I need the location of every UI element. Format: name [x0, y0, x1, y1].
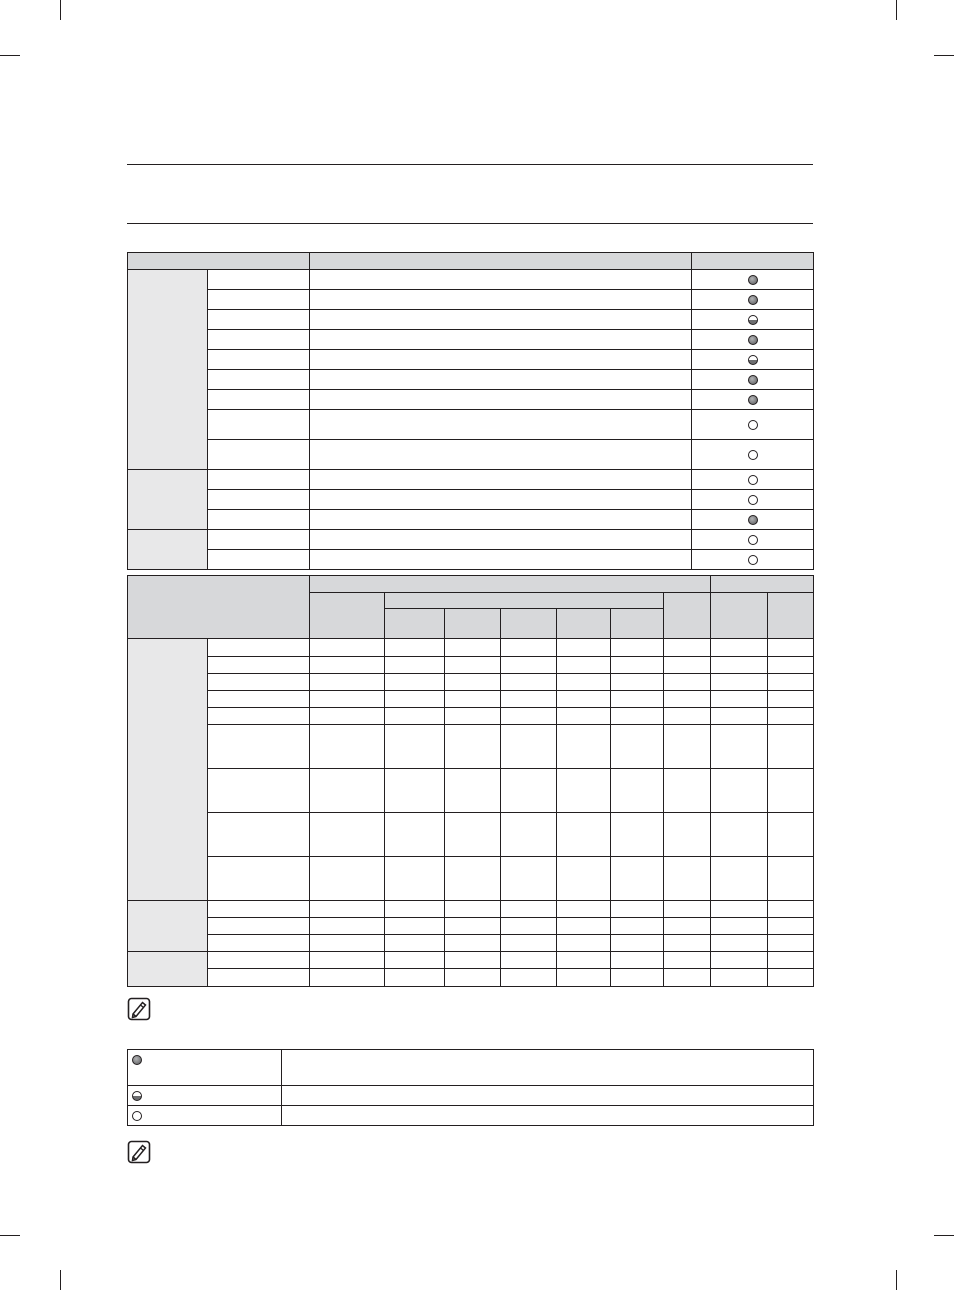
column-header — [664, 593, 711, 639]
table-cell — [385, 813, 445, 857]
table-cell — [711, 901, 768, 918]
table-cell — [664, 639, 711, 657]
item-label — [208, 813, 310, 857]
rating-empty-icon — [748, 475, 758, 485]
table-row — [128, 370, 814, 390]
legend-text — [282, 1106, 814, 1126]
spec-table — [127, 575, 814, 987]
crop-mark — [0, 55, 20, 56]
table-row — [128, 330, 814, 350]
table-header-row — [128, 253, 814, 270]
table-cell — [310, 674, 385, 691]
table-cell — [501, 918, 557, 935]
table-cell — [557, 657, 611, 674]
rating-empty-icon — [748, 495, 758, 505]
table-cell — [501, 769, 557, 813]
table-row — [128, 935, 814, 952]
table-cell — [445, 725, 501, 769]
table-cell — [557, 725, 611, 769]
table-cell — [768, 918, 814, 935]
ratings-table — [127, 252, 814, 570]
table-cell — [664, 657, 711, 674]
table-cell — [768, 901, 814, 918]
item-label — [208, 769, 310, 813]
item-label — [208, 310, 310, 330]
crop-mark — [934, 1235, 954, 1236]
item-description — [310, 510, 692, 530]
table-cell — [310, 639, 385, 657]
rating-full-icon — [748, 295, 758, 305]
table-cell — [611, 935, 664, 952]
table-cell — [310, 725, 385, 769]
table-cell — [310, 969, 385, 987]
legend-table — [127, 1049, 814, 1126]
legend-symbol — [128, 1050, 282, 1086]
table-cell — [711, 813, 768, 857]
group-label — [128, 530, 208, 570]
table-cell — [611, 952, 664, 969]
table-cell — [445, 918, 501, 935]
column-header — [385, 593, 664, 609]
rating-full-icon — [132, 1055, 142, 1065]
table-row — [128, 290, 814, 310]
note-pencil-icon — [127, 997, 151, 1021]
table-cell — [768, 857, 814, 901]
table-row — [128, 901, 814, 918]
rating-cell — [692, 550, 814, 570]
table-cell — [501, 935, 557, 952]
header-rule-bottom — [127, 223, 813, 224]
item-description — [310, 440, 692, 470]
item-label — [208, 952, 310, 969]
rating-half-icon — [748, 315, 758, 325]
item-description — [310, 530, 692, 550]
crop-mark — [60, 1270, 61, 1290]
table-cell — [385, 769, 445, 813]
rating-cell — [692, 330, 814, 350]
table-cell — [664, 857, 711, 901]
table-row — [128, 350, 814, 370]
table-cell — [664, 725, 711, 769]
table-cell — [445, 952, 501, 969]
table-cell — [310, 935, 385, 952]
item-label — [208, 691, 310, 708]
table-row — [128, 490, 814, 510]
item-label — [208, 330, 310, 350]
table-cell — [711, 918, 768, 935]
table-row — [128, 813, 814, 857]
table-row — [128, 410, 814, 440]
table-cell — [310, 918, 385, 935]
table-cell — [768, 813, 814, 857]
crop-mark — [0, 1235, 20, 1236]
item-label — [208, 674, 310, 691]
item-description — [310, 550, 692, 570]
table-cell — [385, 639, 445, 657]
item-label — [208, 901, 310, 918]
column-header — [310, 253, 692, 270]
column-header — [711, 576, 814, 593]
item-label — [208, 550, 310, 570]
rating-full-icon — [748, 275, 758, 285]
rating-cell — [692, 490, 814, 510]
table-row — [128, 657, 814, 674]
column-header — [128, 253, 310, 270]
table-cell — [664, 691, 711, 708]
item-label — [208, 639, 310, 657]
column-header — [385, 609, 445, 639]
table-cell — [445, 969, 501, 987]
table-row — [128, 725, 814, 769]
item-label — [208, 270, 310, 290]
table-row — [128, 510, 814, 530]
table-cell — [711, 691, 768, 708]
item-label — [208, 530, 310, 550]
item-label — [208, 390, 310, 410]
table-cell — [445, 813, 501, 857]
table-cell — [445, 857, 501, 901]
rating-empty-icon — [132, 1111, 142, 1121]
table-cell — [557, 639, 611, 657]
column-header — [711, 593, 768, 639]
item-label — [208, 410, 310, 440]
crop-mark — [934, 55, 954, 56]
table-cell — [557, 969, 611, 987]
rating-cell — [692, 390, 814, 410]
table-cell — [768, 657, 814, 674]
item-label — [208, 290, 310, 310]
table-cell — [557, 952, 611, 969]
item-label — [208, 350, 310, 370]
table-cell — [385, 691, 445, 708]
legend-symbol — [128, 1086, 282, 1106]
table-cell — [501, 708, 557, 725]
rating-cell — [692, 350, 814, 370]
table-cell — [557, 901, 611, 918]
crop-mark — [896, 0, 897, 20]
table-cell — [385, 969, 445, 987]
column-header — [310, 593, 385, 639]
rating-empty-icon — [748, 555, 758, 565]
item-description — [310, 410, 692, 440]
table-cell — [611, 969, 664, 987]
header-rule-top — [127, 164, 813, 165]
table-cell — [445, 657, 501, 674]
rating-half-icon — [748, 355, 758, 365]
table-cell — [501, 657, 557, 674]
table-cell — [445, 691, 501, 708]
table-cell — [664, 952, 711, 969]
column-header — [128, 576, 310, 639]
rating-full-icon — [748, 515, 758, 525]
rating-empty-icon — [748, 420, 758, 430]
rating-full-icon — [748, 395, 758, 405]
item-label — [208, 470, 310, 490]
table-cell — [385, 674, 445, 691]
group-label — [128, 470, 208, 530]
legend-text — [282, 1050, 814, 1086]
column-header — [310, 576, 711, 593]
table-row — [128, 530, 814, 550]
item-description — [310, 490, 692, 510]
item-label — [208, 440, 310, 470]
item-label — [208, 918, 310, 935]
table-cell — [501, 857, 557, 901]
crop-mark — [60, 0, 61, 20]
table-cell — [664, 813, 711, 857]
group-label — [128, 270, 208, 470]
table-cell — [711, 657, 768, 674]
table-row — [128, 952, 814, 969]
table-cell — [501, 952, 557, 969]
table-cell — [768, 708, 814, 725]
legend-row — [128, 1106, 814, 1126]
table-cell — [768, 769, 814, 813]
item-label — [208, 969, 310, 987]
table-cell — [385, 901, 445, 918]
table-cell — [385, 935, 445, 952]
table-cell — [501, 639, 557, 657]
item-label — [208, 935, 310, 952]
table-row — [128, 857, 814, 901]
rating-half-icon — [132, 1091, 142, 1101]
item-description — [310, 370, 692, 390]
table-cell — [445, 639, 501, 657]
table-cell — [611, 857, 664, 901]
table-cell — [711, 969, 768, 987]
item-description — [310, 310, 692, 330]
table-cell — [557, 935, 611, 952]
item-description — [310, 470, 692, 490]
table-cell — [664, 901, 711, 918]
item-label — [208, 490, 310, 510]
table-cell — [611, 725, 664, 769]
group-label — [128, 952, 208, 987]
column-header — [768, 593, 814, 639]
table-cell — [557, 918, 611, 935]
group-label — [128, 901, 208, 952]
table-row — [128, 708, 814, 725]
table-cell — [385, 657, 445, 674]
table-cell — [664, 969, 711, 987]
item-label — [208, 510, 310, 530]
table-cell — [445, 708, 501, 725]
note-pencil-icon — [127, 1140, 151, 1164]
rating-cell — [692, 310, 814, 330]
table-cell — [711, 857, 768, 901]
table-cell — [664, 769, 711, 813]
table-cell — [611, 657, 664, 674]
table-cell — [445, 935, 501, 952]
table-cell — [501, 901, 557, 918]
table-cell — [445, 769, 501, 813]
table-row — [128, 969, 814, 987]
table-cell — [385, 725, 445, 769]
table-row — [128, 550, 814, 570]
table-cell — [711, 769, 768, 813]
column-header — [557, 609, 611, 639]
table-cell — [711, 935, 768, 952]
table-cell — [501, 725, 557, 769]
table-cell — [664, 935, 711, 952]
table-cell — [445, 901, 501, 918]
rating-cell — [692, 410, 814, 440]
table-cell — [664, 918, 711, 935]
item-label — [208, 657, 310, 674]
table-cell — [385, 918, 445, 935]
table-row — [128, 470, 814, 490]
rating-cell — [692, 440, 814, 470]
table-cell — [310, 857, 385, 901]
table-cell — [768, 725, 814, 769]
rating-cell — [692, 370, 814, 390]
table-cell — [768, 952, 814, 969]
table-cell — [310, 657, 385, 674]
rating-cell — [692, 470, 814, 490]
table-cell — [664, 708, 711, 725]
page-title — [127, 175, 813, 215]
table-cell — [557, 769, 611, 813]
item-description — [310, 270, 692, 290]
table-cell — [611, 708, 664, 725]
rating-empty-icon — [748, 450, 758, 460]
table-cell — [768, 674, 814, 691]
table-cell — [711, 674, 768, 691]
table-cell — [768, 639, 814, 657]
table-cell — [611, 674, 664, 691]
rating-cell — [692, 510, 814, 530]
table-row — [128, 639, 814, 657]
rating-cell — [692, 270, 814, 290]
item-label — [208, 857, 310, 901]
table-row — [128, 440, 814, 470]
rating-cell — [692, 530, 814, 550]
table-cell — [611, 901, 664, 918]
table-cell — [310, 813, 385, 857]
table-cell — [557, 813, 611, 857]
table-cell — [310, 708, 385, 725]
item-label — [208, 708, 310, 725]
table-row — [128, 691, 814, 708]
legend-text — [282, 1086, 814, 1106]
crop-mark — [896, 1270, 897, 1290]
table-cell — [611, 769, 664, 813]
table-row — [128, 270, 814, 290]
item-label — [208, 370, 310, 390]
table-cell — [501, 813, 557, 857]
table-cell — [557, 691, 611, 708]
column-header — [611, 609, 664, 639]
table-cell — [768, 969, 814, 987]
table-cell — [664, 674, 711, 691]
rating-empty-icon — [748, 535, 758, 545]
table-cell — [711, 952, 768, 969]
legend-row — [128, 1086, 814, 1106]
table-cell — [611, 813, 664, 857]
table-cell — [385, 952, 445, 969]
table-cell — [501, 969, 557, 987]
table-cell — [310, 952, 385, 969]
item-description — [310, 350, 692, 370]
column-header — [692, 253, 814, 270]
table-cell — [557, 708, 611, 725]
column-header — [501, 609, 557, 639]
table-cell — [611, 691, 664, 708]
table-cell — [445, 674, 501, 691]
item-description — [310, 290, 692, 310]
table-cell — [310, 901, 385, 918]
column-header — [445, 609, 501, 639]
table-cell — [385, 857, 445, 901]
legend-row — [128, 1050, 814, 1086]
table-cell — [611, 918, 664, 935]
table-cell — [611, 639, 664, 657]
item-description — [310, 330, 692, 350]
table-row — [128, 674, 814, 691]
table-cell — [768, 691, 814, 708]
legend-symbol — [128, 1106, 282, 1126]
item-label — [208, 725, 310, 769]
table-row — [128, 918, 814, 935]
table-cell — [711, 639, 768, 657]
table-cell — [711, 725, 768, 769]
table-cell — [501, 691, 557, 708]
table-cell — [557, 857, 611, 901]
table-header-row — [128, 576, 814, 593]
item-description — [310, 390, 692, 410]
table-cell — [501, 674, 557, 691]
table-cell — [768, 935, 814, 952]
table-row — [128, 769, 814, 813]
rating-full-icon — [748, 335, 758, 345]
table-cell — [557, 674, 611, 691]
table-row — [128, 390, 814, 410]
group-label — [128, 639, 208, 901]
table-row — [128, 310, 814, 330]
rating-cell — [692, 290, 814, 310]
table-cell — [310, 691, 385, 708]
table-cell — [310, 769, 385, 813]
rating-full-icon — [748, 375, 758, 385]
table-cell — [385, 708, 445, 725]
table-cell — [711, 708, 768, 725]
